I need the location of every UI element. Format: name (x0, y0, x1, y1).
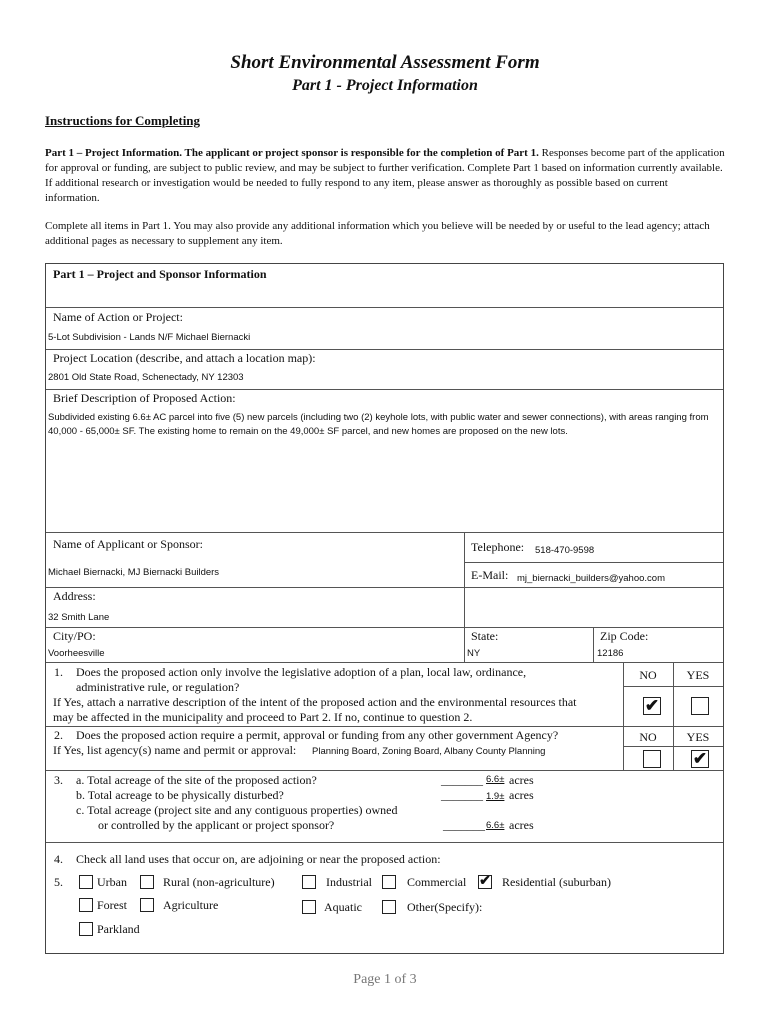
q3a-blank: _______ (441, 773, 483, 787)
rural-checkbox[interactable] (140, 875, 154, 889)
q3a-unit: acres (509, 773, 534, 787)
zip-label: Zip Code: (600, 629, 649, 643)
q3a-value-field[interactable]: 6.6± (486, 774, 505, 785)
instructions-heading: Instructions for Completing (45, 113, 201, 128)
q3c-label-2: or controlled by the applicant or project sponsor? (98, 818, 335, 832)
q1-no-checkbox[interactable]: ✔ (644, 696, 660, 715)
q3a-label: a. Total acreage of the site of the proposed action? (76, 773, 317, 787)
q1-no-label: NO (639, 668, 657, 682)
commercial-label: Commercial (407, 875, 467, 889)
q3c-label-1: c. Total acreage (project site and any contiguous properties) owned (76, 803, 398, 817)
other-label: Other(Specify): (407, 900, 483, 914)
q2-yes-checkbox[interactable]: ✔ (692, 749, 708, 768)
q3b-unit: acres (509, 788, 534, 802)
address-field[interactable]: 32 Smith Lane (48, 612, 110, 623)
q3c-unit: acres (509, 818, 534, 832)
q1-yes-checkbox[interactable] (691, 697, 709, 715)
applicant-label: Name of Applicant or Sponsor: (53, 537, 203, 551)
aquatic-label: Aquatic (324, 900, 362, 914)
state-field[interactable]: NY (467, 648, 481, 659)
q2-line2: If Yes, list agency(s) name and permit or approval: (53, 743, 297, 757)
instructions-paragraph-1 (45, 146, 725, 206)
form-subtitle: Part 1 - Project Information (292, 77, 478, 94)
page-number: Page 1 of 3 (353, 972, 417, 987)
other-checkbox[interactable] (382, 900, 396, 914)
q5-number: 5. (54, 875, 63, 889)
city-field[interactable]: Voorheesville (48, 648, 105, 659)
q3b-blank: _______ (441, 788, 483, 802)
email-label: E-Mail: (471, 568, 509, 582)
name-of-action-label: Name of Action or Project: (53, 310, 183, 324)
q3b-label: b. Total acreage to be physically disturbed? (76, 788, 284, 802)
q2-no-label: NO (639, 730, 657, 744)
telephone-field[interactable]: 518-470-9598 (535, 545, 595, 556)
q2-number: 2. (54, 728, 63, 742)
q3c-value-field[interactable]: 6.6± (486, 820, 505, 831)
agriculture-checkbox[interactable] (140, 898, 154, 912)
q2-agency-field[interactable]: Planning Board, Zoning Board, Albany County Planning (312, 746, 546, 757)
q1-line1: Does the proposed action only involve the legislative adoption of a plan, local law, ordinance, (76, 665, 527, 679)
brief-description-field[interactable]: Subdivided existing 6.6± AC parcel into five (5) new parcels (including two (2) keyhole lots, with public water and sewer connections), with areas ranging from 40,000 - 65,000± SF. The existing home to remain on the 49,000± SF parcel, and new homes are proposed on the new lots. (48, 412, 709, 437)
instructions-paragraph-2: Complete all items in Part 1. You may also provide any additional information which you believe will be needed by or useful to the lead agency; attach additional pages as necessary to supplement any item. (45, 220, 710, 247)
applicant-field[interactable]: Michael Biernacki, MJ Biernacki Builders (48, 567, 220, 578)
forest-checkbox[interactable] (79, 898, 93, 912)
residential-label: Residential (suburban) (502, 875, 611, 889)
q1-line4: may be affected in the municipality and proceed to Part 2. If no, continue to question 2. (53, 710, 473, 724)
q1-line2: administrative rule, or regulation? (76, 680, 240, 694)
name-of-action-field[interactable]: 5-Lot Subdivision - Lands N/F Michael Biernacki (48, 332, 251, 343)
parkland-checkbox[interactable] (79, 922, 93, 936)
q3-number: 3. (54, 773, 63, 787)
parkland-label: Parkland (97, 922, 140, 936)
zip-field[interactable]: 12186 (597, 648, 624, 659)
urban-label: Urban (97, 875, 127, 889)
q3b-value-field[interactable]: 1.9± (486, 791, 505, 802)
project-sponsor-form (45, 263, 724, 954)
city-label: City/PO: (53, 629, 96, 643)
state-label: State: (471, 629, 499, 643)
urban-checkbox[interactable] (79, 875, 93, 889)
aquatic-checkbox[interactable] (302, 900, 316, 914)
q2-line1: Does the proposed action require a permit, approval or funding from any other government Agency? (76, 728, 559, 742)
industrial-checkbox[interactable] (302, 875, 316, 889)
commercial-checkbox[interactable] (382, 875, 396, 889)
section-title: Part 1 – Project and Sponsor Information (53, 267, 267, 281)
agriculture-label: Agriculture (163, 898, 219, 912)
rural-label: Rural (non-agriculture) (163, 875, 275, 889)
instructions-paragraph-1-bold: Part 1 – Project Information. The applicant or project sponsor is responsible for the completion of Part 1. (45, 147, 539, 159)
q4-number: 4. (54, 852, 63, 866)
q2-no-checkbox[interactable] (643, 750, 661, 768)
email-field[interactable]: mj_biernacki_builders@yahoo.com (517, 573, 665, 584)
project-location-field[interactable]: 2801 Old State Road, Schenectady, NY 12303 (48, 372, 244, 383)
address-label: Address: (53, 589, 96, 603)
q1-number: 1. (54, 665, 63, 679)
telephone-label: Telephone: (471, 540, 525, 554)
brief-description-label: Brief Description of Proposed Action: (53, 391, 236, 405)
forest-label: Forest (97, 898, 127, 912)
q3c-blank: _______ (443, 818, 485, 832)
q1-yes-label: YES (686, 668, 710, 682)
q2-yes-label: YES (686, 730, 710, 744)
project-location-label: Project Location (describe, and attach a location map): (53, 351, 316, 365)
industrial-label: Industrial (326, 875, 372, 889)
q1-line3: If Yes, attach a narrative description of the intent of the proposed action and the environmental resources that (53, 695, 577, 709)
form-title: Short Environmental Assessment Form (230, 52, 540, 73)
instructions-paragraph-1-rest: Responses become part of the application for approval or funding, are subject to public review, and may be subject to further verification. Complete Part 1 based on information currently available. If additional research or investigation would be needed to fully respond to any item, please answer as thoroughly as possible based on current information. (45, 147, 725, 204)
residential-checkbox[interactable]: ✔ (479, 874, 491, 889)
q4-text: Check all land uses that occur on, are adjoining or near the proposed action: (76, 852, 441, 866)
